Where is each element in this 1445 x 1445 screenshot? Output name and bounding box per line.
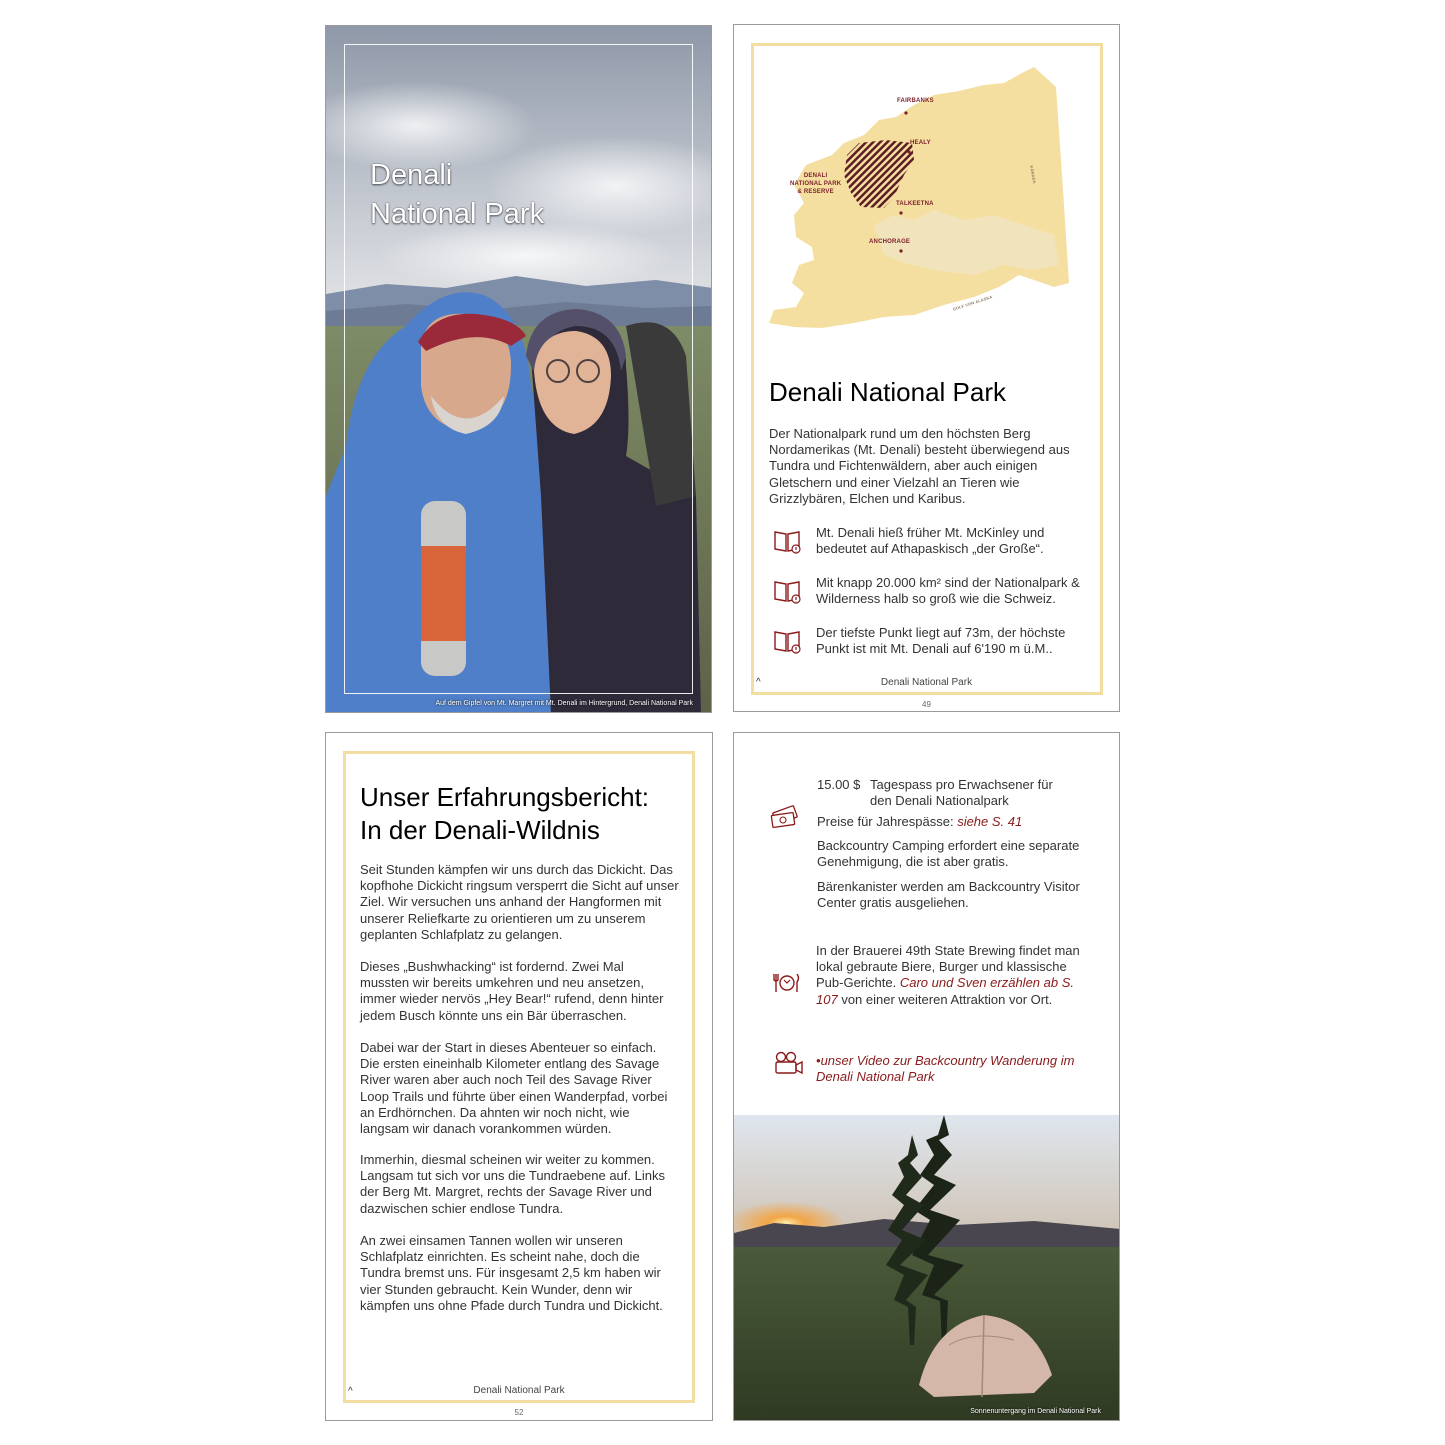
map-label-park-line2: NATIONAL PARK — [790, 181, 842, 187]
page-number: 49 — [922, 700, 931, 709]
page-number: 52 — [514, 1408, 524, 1417]
annual-pass-prefix: Preise für Jahrespässe: — [817, 814, 958, 829]
story-paragraph: Seit Stunden kämpfen wir uns durch das Dickicht. Das kopfhohe Dickicht ringsum versperrt die Sicht auf unser Ziel. Wir versuchen uns anhand der Hangformen mit unserer Reliefkarte zu orientieren um zu unserem geplanten Schlafplatz zu gelangen. — [360, 862, 679, 942]
bear-canister-info: Bärenkanister werden am Backcountry Visitor Center gratis ausgeliehen. — [817, 879, 1080, 911]
intro-paragraph: Der Nationalpark rund um den höchsten Berg Nordamerikas (Mt. Denali) besteht überwiegend aus Tundra und Fichtenwäldern, aber auch einigen Gletschern und einer Vielzahl an Tieren wie Grizzlybären, Elchen und Karibus. — [769, 426, 1070, 506]
book-info-icon — [772, 628, 802, 654]
map-label-canada: KANADA — [1029, 165, 1038, 185]
brewery-link[interactable]: Caro und Sven erzählen ab S. 107 — [816, 975, 1074, 1007]
story-heading-line2: In der Denali-Wildnis — [360, 815, 600, 845]
back-to-top-icon[interactable]: ^ — [756, 677, 761, 688]
map-label-park — [790, 172, 841, 196]
map-label-talkeetna: TALKEETNA — [896, 201, 934, 207]
map-label-anchorage: ANCHORAGE — [869, 239, 911, 245]
money-icon — [768, 805, 802, 831]
map-label-healy: HEALY — [910, 140, 931, 146]
annual-pass-link[interactable]: siehe S. 41 — [957, 814, 1023, 829]
video-bullet: • — [816, 1053, 821, 1068]
fact-item: Mit knapp 20.000 km² sind der Nationalpark & Wilderness halb so groß wie die Schweiz. — [816, 575, 1080, 607]
back-to-top-icon[interactable]: ^ — [348, 1386, 353, 1397]
brewery-text: In der Brauerei 49th State Brewing findet man lokal gebraute Biere, Burger und klassische Pub-Gerichte. — [816, 943, 1080, 991]
price-description: Tagespass pro Erwachsener für den Denali Nationalpark — [870, 777, 1053, 809]
story-paragraph: Immerhin, diesmal scheinen wir weiter zu kommen. Langsam tut sich vor uns die Tundraebene auf. Links der Berg Mt. Margret, rechts der Savage River und dazwischen schier endlose Tundra. — [360, 1152, 665, 1216]
story-paragraph: Dieses „Bushwhacking“ ist fordernd. Zwei Mal mussten wir bereits umkehren und neu ansetzen, immer wieder nervös „Hey Bear!“ rufend, denn hinter jedem Busch könnte uns ein Bär überraschen. — [360, 959, 664, 1023]
restaurant-icon — [772, 970, 802, 996]
cover-title — [370, 156, 544, 234]
map-label-gulf: GOLF VON ALASKA — [952, 294, 994, 312]
cover-frame — [344, 44, 693, 694]
cover-photo-caption: Auf dem Gipfel von Mt. Margret mit Mt. Denali im Hintergrund, Denali National Park — [435, 700, 693, 707]
fact-item: Mt. Denali hieß früher Mt. McKinley und bedeutet auf Athapaskisch „der Große“. — [816, 525, 1045, 557]
map-label-fairbanks: FAIRBANKS — [897, 98, 934, 104]
page-story — [325, 732, 713, 1421]
annual-pass-info — [817, 814, 1022, 830]
cover-title-line2: National Park — [370, 198, 545, 230]
fact-item: Der tiefste Punkt liegt auf 73m, der höchste Punkt ist mit Mt. Denali auf 6'190 m ü.M.. — [816, 625, 1066, 657]
story-heading — [360, 781, 649, 847]
cover-title-line1: Denali — [370, 159, 453, 191]
page-footer-title: Denali National Park — [473, 1385, 565, 1396]
price-amount: 15.00 $ — [817, 777, 861, 792]
sunset-photo — [734, 1115, 1120, 1421]
page-info — [733, 732, 1120, 1421]
page-cover — [325, 25, 712, 713]
page-title: Denali National Park — [769, 377, 1007, 407]
book-info-icon — [772, 578, 802, 604]
story-heading-line1: Unser Erfahrungsbericht: — [360, 782, 650, 812]
video-link-block — [816, 1053, 1091, 1085]
brewery-suffix: von einer weiteren Attraktion vor Ort. — [837, 991, 1053, 1007]
book-info-icon — [772, 528, 802, 554]
story-paragraph: Dabei war der Start in dieses Abenteuer so einfach. Die ersten eineinhalb Kilometer entlang des Savage River waren aber auch noch Teil des Savage River Loop Trails und führte über einen Wanderpfad, vorbei an Erdhörnchen. Da ahnten wir noch nicht, wie langsam wir danach vorankommen würden. — [360, 1040, 668, 1137]
story-paragraph: An zwei einsamen Tannen wollen wir unseren Schlafplatz einrichten. Es scheint nahe, doch die Tundra bremst uns. Für insgesamt 2,5 km haben wir vier Stunden gebraucht. Kein Wunder, denn wir kämpfen uns ohne Pfade durch Tundra und Dickicht. — [360, 1233, 663, 1313]
page-overview — [733, 24, 1120, 712]
page-footer-title: Denali National Park — [880, 677, 973, 688]
map-label-park-line1: DENALI — [803, 173, 828, 179]
video-camera-icon — [772, 1050, 804, 1076]
map-label-park-line3: & RESERVE — [797, 189, 834, 195]
sunset-photo-caption: Sonnenuntergang im Denali National Park — [970, 1408, 1101, 1415]
camping-info: Backcountry Camping erfordert eine separate Genehmigung, die ist aber gratis. — [817, 838, 1080, 870]
video-link[interactable]: unser Video zur Backcountry Wanderung im Denali National Park — [816, 1053, 1075, 1085]
brewery-info — [816, 943, 1088, 1008]
